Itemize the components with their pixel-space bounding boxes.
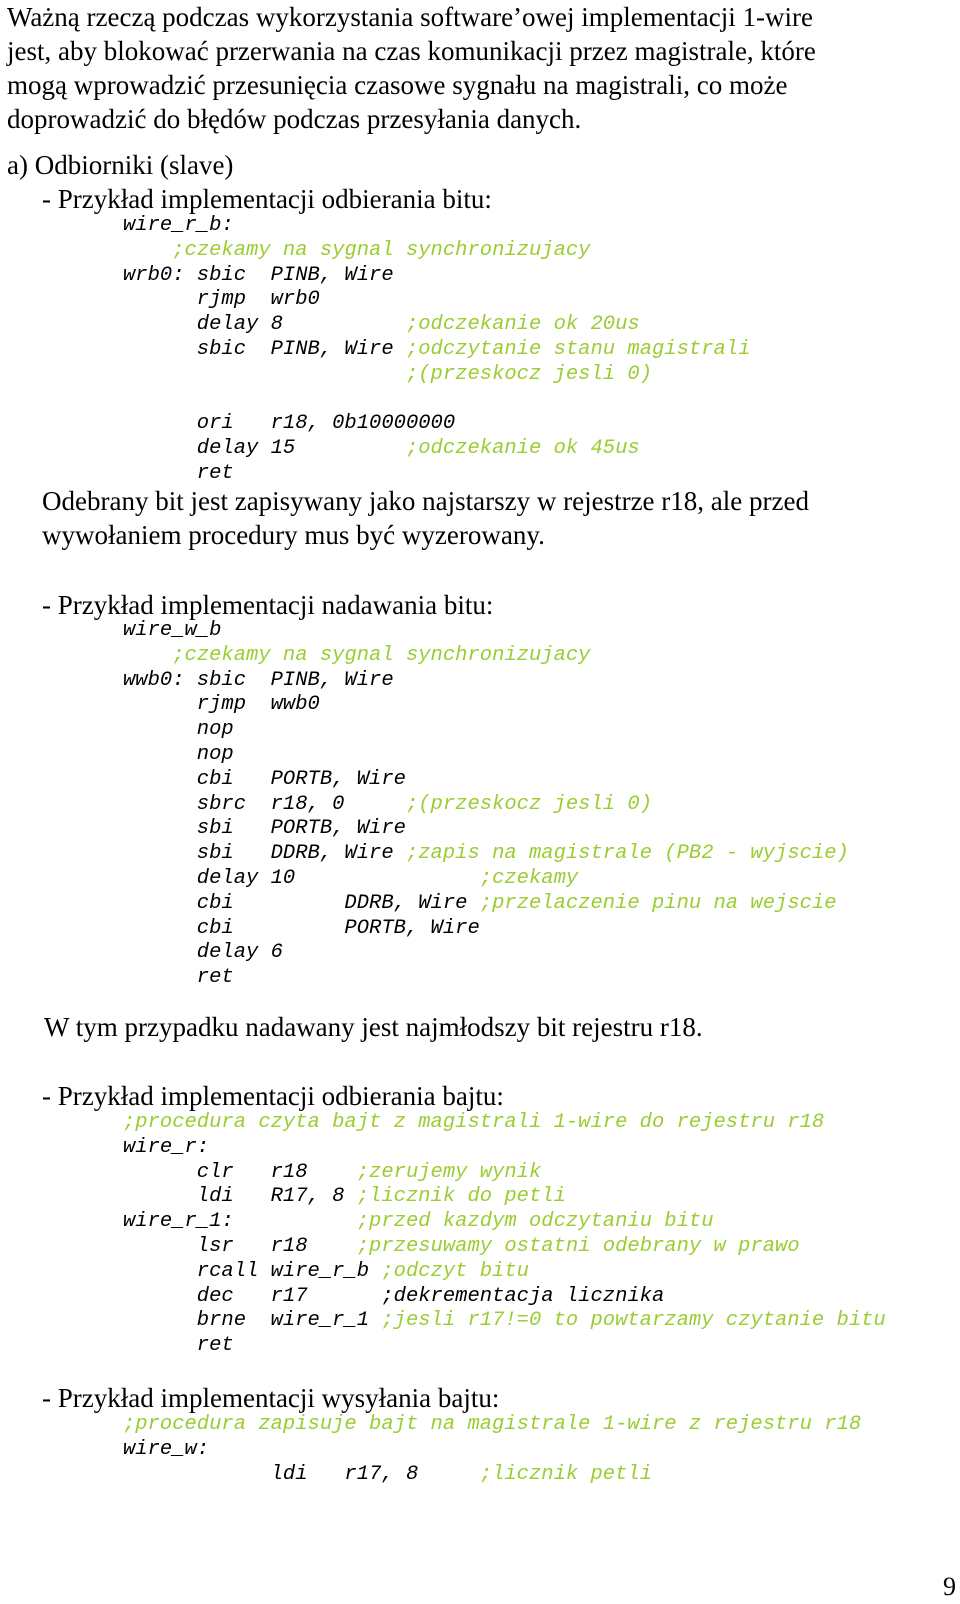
code-line [123, 288, 750, 313]
code-line [123, 412, 750, 437]
code-text: ldi R17, 8 [123, 1185, 357, 1209]
code-line [123, 793, 849, 818]
code-line [123, 363, 750, 388]
code-line [123, 1185, 886, 1210]
code-line [123, 1235, 886, 1260]
code-text: ret [123, 461, 234, 485]
code-text: wire_r: [123, 1135, 210, 1159]
intro-line: doprowadzić do błędów podczas przesyłania danych. [7, 104, 582, 134]
code-line [123, 892, 849, 917]
code-listing-recv-byte [123, 1111, 886, 1359]
code-line [123, 768, 849, 793]
code-comment: ;procedura czyta bajt z magistrali 1-wire do rejestru r18 [123, 1111, 825, 1134]
code-text: nop [123, 718, 234, 742]
code-line [123, 1161, 886, 1186]
code-text [123, 239, 172, 262]
code-line [123, 1463, 861, 1488]
code-comment: ;przesuwamy ostatni odebrany w prawo [356, 1234, 800, 1258]
code-text: cbi DDRB, Wire [123, 891, 480, 915]
code-text: sbi PORTB, Wire [123, 817, 406, 841]
code-line [123, 1210, 886, 1235]
code-comment: ;jesli r17!=0 to powtarzamy czytanie bitu [381, 1309, 886, 1333]
code-comment: ;czekamy na sygnal synchronizujacy [172, 238, 591, 262]
code-text: sbrc r18, 0 [123, 792, 406, 816]
code-line [123, 743, 849, 768]
code-line [123, 214, 750, 239]
code-text: clr r18 [123, 1160, 357, 1184]
code-text: wire_r_1: [123, 1210, 357, 1234]
code-text: delay 8 [123, 313, 406, 337]
section-a-heading: a) Odbiorniki (slave) [7, 150, 234, 180]
code-text [123, 363, 406, 386]
code-text: ori r18, 0b10000000 [123, 412, 456, 436]
code-text [123, 644, 172, 667]
code-text: brne wire_r_1 [123, 1309, 382, 1333]
code-line [123, 1413, 861, 1438]
code-comment: ;licznik petli [479, 1462, 652, 1486]
code-comment: ;zapis na magistrale (PB2 - wyjscie) [405, 842, 849, 866]
code-text: wrb0: sbic PINB, Wire [123, 263, 394, 287]
code-line [123, 1334, 886, 1359]
code-text: wwb0: sbic PINB, Wire [123, 668, 394, 692]
code-comment: ;(przeskocz jesli 0) [405, 792, 652, 816]
code-text: delay 6 [123, 941, 283, 965]
code-comment: ;zerujemy wynik [356, 1160, 542, 1184]
code-line [123, 842, 849, 867]
code-text: wire_w_b [123, 619, 222, 642]
code-line [123, 669, 849, 694]
code-text: cbi PORTB, Wire [123, 767, 406, 791]
code-comment: ;odczyt bitu [381, 1259, 529, 1283]
code-text: ldi r17, 8 [123, 1462, 480, 1486]
intro-line: jest, aby blokować przerwania na czas komunikacji przez magistrale, które [7, 36, 816, 66]
code-line [123, 1136, 886, 1161]
code-text: nop [123, 742, 234, 766]
code-text: delay 15 [123, 437, 406, 461]
code-line [123, 1309, 886, 1334]
heading-send-bit: - Przykład implementacji nadawania bitu: [42, 590, 494, 620]
code-line [123, 966, 849, 991]
code-text: rjmp wwb0 [123, 693, 320, 717]
code-text: sbi DDRB, Wire [123, 842, 406, 866]
code-text: dec r17 ;dekrementacja licznika [123, 1284, 665, 1308]
note-send-bit: W tym przypadku nadawany jest najmłodszy bit rejestru r18. [44, 1012, 703, 1042]
intro-paragraph [7, 0, 952, 136]
code-line [123, 867, 849, 892]
heading-recv-byte: - Przykład implementacji odbierania bajtu: [42, 1081, 504, 1111]
code-line [123, 941, 849, 966]
code-line [123, 239, 750, 264]
code-comment: ;(przeskocz jesli 0) [405, 362, 652, 386]
code-line [123, 1438, 861, 1463]
code-text: cbi PORTB, Wire [123, 916, 480, 940]
note-recv-bit-line1: Odebrany bit jest zapisywany jako najstarszy w rejestrze r18, ale przed [42, 486, 809, 516]
code-comment: ;licznik do petli [356, 1185, 566, 1209]
code-line [123, 817, 849, 842]
code-text: ret [123, 966, 234, 990]
code-line [123, 644, 849, 669]
code-comment: ;przelaczenie pinu na wejscie [479, 891, 837, 915]
code-text: sbic PINB, Wire [123, 337, 406, 361]
code-line [123, 1260, 886, 1285]
intro-line: Ważną rzeczą podczas wykorzystania software’owej implementacji 1-wire [7, 2, 813, 32]
heading-send-byte: - Przykład implementacji wysyłania bajtu: [42, 1383, 500, 1413]
code-comment: ;przed kazdym odczytaniu bitu [356, 1210, 714, 1234]
code-line [123, 437, 750, 462]
code-line [123, 619, 849, 644]
code-comment: ;odczytanie stanu magistrali [405, 337, 751, 361]
code-text: delay 10 [123, 866, 480, 890]
code-line [123, 313, 750, 338]
code-line [123, 917, 849, 942]
heading-recv-bit: - Przykład implementacji odbierania bitu: [42, 184, 492, 214]
code-text: rcall wire_r_b [123, 1259, 382, 1283]
code-line [123, 264, 750, 289]
code-comment: ;procedura zapisuje bajt na magistrale 1-wire z rejestru r18 [123, 1413, 862, 1436]
code-text: ret [123, 1334, 234, 1358]
code-text: wire_w: [123, 1437, 210, 1461]
code-comment: ;czekamy [479, 866, 579, 890]
code-text: wire_r_b: [123, 214, 234, 237]
code-line [123, 693, 849, 718]
code-text: lsr r18 [123, 1234, 357, 1258]
page-number: 9 [943, 1572, 956, 1601]
code-line [123, 388, 750, 413]
code-line [123, 718, 849, 743]
code-listing-send-byte [123, 1413, 861, 1487]
code-line [123, 1111, 886, 1136]
code-comment: ;odczekanie ok 45us [405, 437, 640, 461]
code-listing-recv-bit [123, 214, 750, 487]
code-line [123, 1285, 886, 1310]
code-comment: ;odczekanie ok 20us [405, 313, 640, 337]
code-comment: ;czekamy na sygnal synchronizujacy [172, 643, 591, 667]
intro-line: mogą wprowadzić przesunięcia czasowe sygnału na magistrali, co może [7, 70, 788, 100]
code-listing-send-bit [123, 619, 849, 991]
code-line [123, 338, 750, 363]
note-recv-bit-line2: wywołaniem procedury mus być wyzerowany. [42, 520, 545, 550]
code-text: rjmp wrb0 [123, 288, 320, 312]
